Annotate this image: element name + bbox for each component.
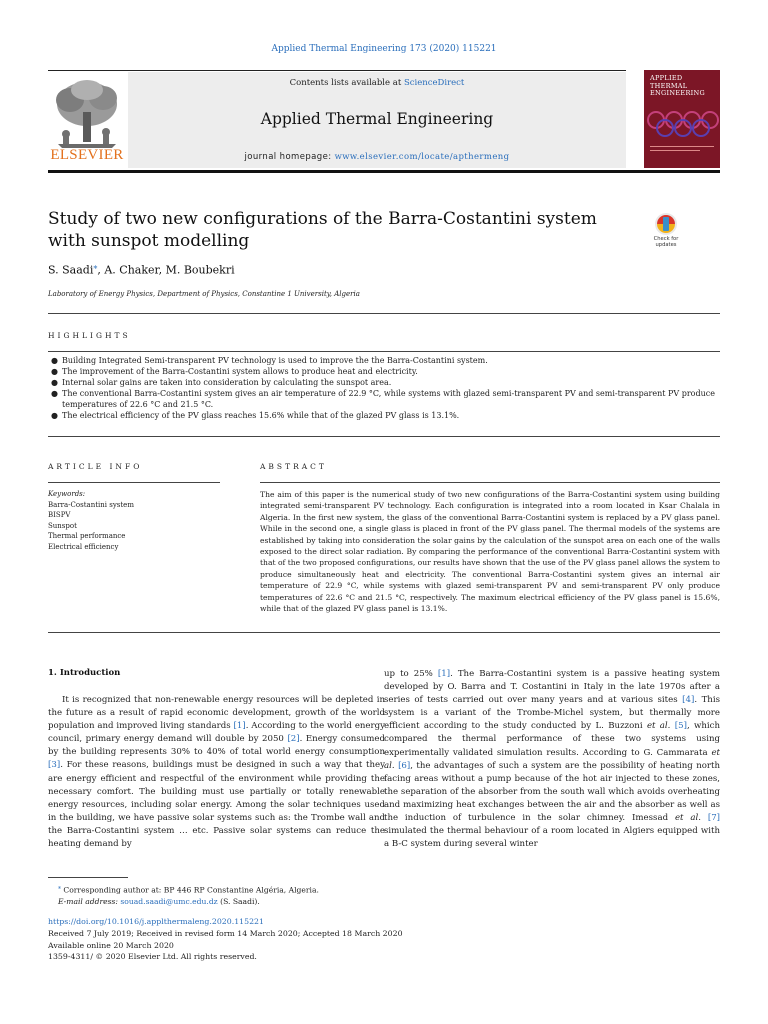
email-link[interactable]: souad.saadi@umc.edu.dz [120, 897, 218, 907]
intro-text: . For these reasons, buildings must be designed in such a way that they are energy efficient and respectful of the environment while providing the necessary comfort. The building must use partially or totally renewable energy resources, including solar energy. Among the solar techniques used in the building, we have passive solar systems such as: the Trombe wall and the Barra-Costantini system … etc. Passive solar systems can reduce the heating demand by [48, 760, 385, 850]
keywords-label: Keywords: [48, 490, 86, 498]
corresponding-note [48, 882, 385, 896]
keyword: Sunspot [48, 521, 77, 530]
footnote-mark: ⁎ [58, 884, 61, 891]
et-al: et al. [674, 813, 701, 824]
homepage-label: journal homepage: [244, 152, 335, 162]
keyword: Barra-Costantini system [48, 500, 134, 509]
bullet-icon: ● [51, 356, 58, 365]
article-info-heading: ARTICLE INFO [48, 462, 143, 471]
citation-link[interactable]: [5] [674, 721, 687, 732]
keyword: BISPV [48, 511, 71, 519]
crossmark-badge[interactable] [644, 212, 688, 256]
intro-text: simulated the thermal behaviour of a room located in Algiers equipped with a B-C system during several winter [384, 826, 720, 850]
highlight-item [48, 388, 720, 410]
copyright: 1359-4311/ © 2020 Elsevier Ltd. All rights reserved. [48, 952, 257, 962]
bullet-icon: ● [51, 378, 58, 387]
contents-available [128, 78, 626, 88]
intro-text: , which compared the thermal performance of these two systems using experimentally validated simulation results. According to G. Cammarata [384, 721, 721, 758]
bullet-icon: ● [51, 367, 58, 376]
citation-link[interactable]: [2] [287, 734, 300, 745]
cover-pattern-icon [644, 70, 720, 168]
citation-link[interactable]: [1] [233, 721, 246, 732]
citation-link[interactable]: [3] [48, 760, 61, 771]
abstract-text: The aim of this paper is the numerical study of two new configurations of the Barra-Costantini system using building integrated semi-transparent PV technology. Each configuration is integrated into a room located in Ksar Chalala in Algeria. In the first new system, the glass of the conventional Barra-Costantini system is replaced by a PV glass panel. While in the second one, a single glass is placed in front of the PV glass panel. The thermal models of the systems are established by taking into consideration the solar gains by the calculation of the sunspot area on each one of the walls exposed to the direct solar radiation. By comparing the performance of the conventional Barra-Costantini system with that of the two proposed configurations, our results have shown that the use of the PV glass panel allows the system to produce simultaneously heat and electricity. The conventional Barra-Costantini system gives an internal air temperature of 22.9 °C, while systems with glazed semi-transparent PV and semi-transparent PV only produce temperatures of 22.6 °C and 21.5 °C, respectively. The maximum electrical efficiency of the PV glass panel is 15.6%, while that of the glazed PV glass panel is 13.1%. [260, 490, 720, 614]
crossmark-icon [644, 212, 688, 236]
highlight-text: The electrical efficiency of the PV glass reaches 15.6% while that of the glazed PV glass is 13.1%. [62, 411, 460, 420]
journal-title: Applied Thermal Engineering [260, 110, 494, 128]
intro-text: . This system is a variant of the Trombe-Michel system, but thermally more efficient according to the study conducted by L. Buzzoni [384, 695, 721, 732]
doi-link[interactable]: https://doi.org/10.1016/j.applthermaleng.2020.115221 [48, 917, 264, 926]
et-al: et al. [646, 721, 671, 732]
bullet-icon: ● [51, 411, 58, 420]
received-dates: Received 7 July 2019; Received in revised form 14 March 2020; Accepted 18 March 2020 [48, 928, 403, 938]
journal-reference-link[interactable]: Applied Thermal Engineering 173 (2020) 115221 [271, 44, 497, 54]
affiliation: Laboratory of Energy Physics, Department of Physics, Constantine 1 University, Algeria [48, 290, 360, 298]
corresponding-text: Corresponding author at: BP 446 RP Constantine Algéria, Algeria. [63, 885, 319, 895]
article-title: Study of two new configurations of the Barra-Costantini system with sunspot modelling [48, 209, 597, 251]
cover-line-2: THERMAL [650, 81, 688, 90]
available-online: Available online 20 March 2020 [48, 940, 174, 950]
journal-cover-thumbnail[interactable] [644, 70, 720, 168]
intro-text: It is recognized that non-renewable energy resources will be depleted in the future as a result of rapid economic development, growth of the world population and improved living standards [48, 695, 385, 732]
elsevier-wordmark[interactable]: ELSEVIER [50, 147, 124, 163]
et-al: et al. [384, 747, 720, 771]
highlights-heading: HIGHLIGHTS [48, 331, 131, 340]
crossmark-text: Check for updates [653, 236, 679, 248]
publication-info [48, 916, 448, 963]
highlight-text: The improvement of the Barra-Costantini system allows to produce heat and electricity. [62, 367, 418, 376]
corresponding-author-mark[interactable]: ⁎ [93, 262, 98, 271]
journal-homepage [128, 152, 626, 162]
highlight-item [48, 410, 720, 421]
keyword: Electrical efficiency [48, 542, 119, 551]
email-label: E-mail address: [58, 897, 118, 907]
citation-link[interactable]: [1] [437, 669, 451, 679]
highlight-text: Building Integrated Semi-transparent PV technology is used to improve the the Barra-Costantini system. [62, 356, 488, 365]
sciencedirect-link[interactable]: ScienceDirect [403, 78, 465, 88]
email-suffix: (S. Saadi). [217, 897, 260, 907]
highlights-top-rule [48, 313, 720, 314]
highlights-list [48, 355, 720, 421]
intro-text: . The Barra-Costantini system is a passive heating system developed by O. Barra and T. Costantini in Italy in the late 1970s after a series of tests carried out over many years and at various sites [384, 669, 720, 706]
intro-text: . According to the world energy council, primary energy demand will double by 2050 [48, 721, 385, 745]
highlight-text: Internal solar gains are taken into consideration by calculating the sunspot area. [62, 378, 392, 387]
highlight-item [48, 355, 720, 366]
header-top-rule [48, 70, 626, 71]
citation-link[interactable]: [4] [682, 695, 695, 706]
homepage-url-link[interactable]: www.elsevier.com/locate/apthermeng [334, 152, 510, 162]
footnote-rule [48, 877, 128, 878]
abstract-rule [260, 482, 720, 483]
author-saadi[interactable]: S. Saadi [48, 263, 94, 277]
header-bottom-rule [48, 170, 720, 173]
author-list [48, 262, 235, 277]
highlight-item [48, 377, 720, 388]
highlights-bottom-rule [48, 436, 720, 437]
intro-text: , the advantages of such a system are the possibility of heating north facing areas without a pump because of the hot air injected to these zones, the separation of the absorber from the south wall which avoids overheating and maximizing heat exchanges between the air and the absorber as well as the induction of turbulence in the solar chimney. Imessad [384, 760, 721, 824]
cover-line-3: ENGINEERING [650, 89, 706, 97]
section-heading-introduction: 1. Introduction [48, 668, 121, 678]
footnote [48, 882, 385, 908]
highlight-item [48, 366, 720, 377]
keywords-block [48, 489, 220, 552]
intro-text: . Energy consumed by the building represents 30% to 40% of total world energy consumption [48, 734, 385, 758]
citation-link[interactable]: [7] [707, 813, 721, 824]
contents-prefix: Contents lists available at [289, 78, 404, 88]
intro-left-column [48, 694, 385, 851]
keyword: Thermal performance [48, 532, 126, 540]
cover-line-1: APPLIED [650, 74, 683, 82]
abstract-heading: ABSTRACT [260, 462, 327, 471]
other-authors[interactable]: , A. Chaker, M. Boubekri [97, 263, 235, 277]
intro-right-column [384, 668, 720, 851]
bullet-icon: ● [51, 389, 58, 398]
highlights-rule [48, 351, 720, 352]
abstract-bottom-rule [48, 632, 720, 633]
email-note [48, 896, 385, 908]
highlight-text: The conventional Barra-Costantini system gives an air temperature of 22.9 °C, while systems with glazed semi-transparent PV and semi-transparent PV produce temperatures of 22.6 °C and 21.5 °C. [62, 389, 715, 409]
citation-link[interactable]: [6] [398, 760, 411, 771]
article-info-rule [48, 482, 220, 483]
intro-text: up to 25% [384, 669, 438, 679]
